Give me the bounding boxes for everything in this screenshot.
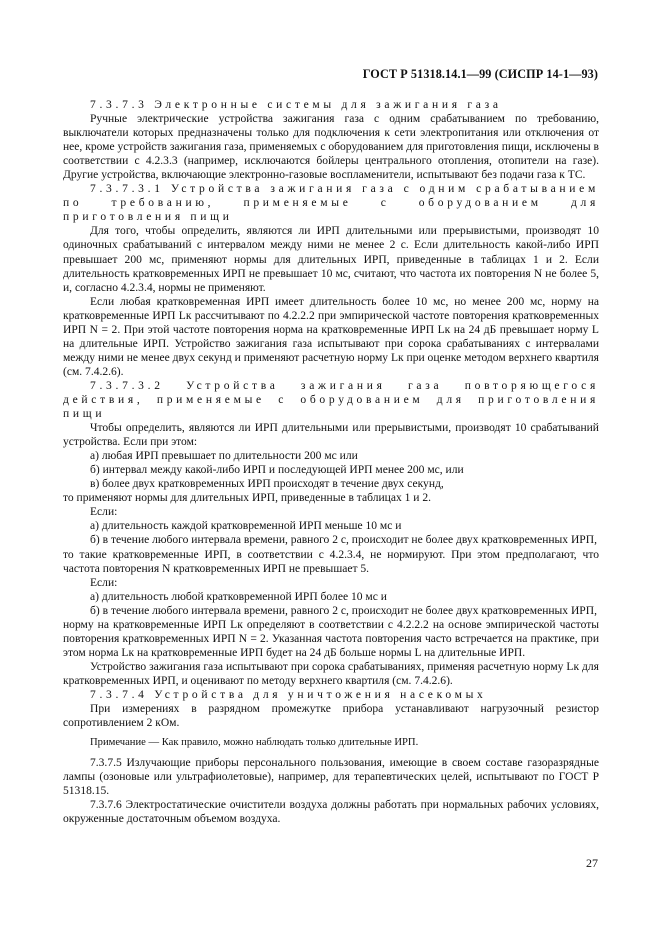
paragraph: 7.3.7.5 Излучающие приборы персонального пользования, имеющие в своем составе газоразрядные лампы (озоновые или ультрафиолетовые), например, для терапевтических целей, испытывают по ГОСТ Р 51318.15. xyxy=(63,757,599,798)
section-heading: 7.3.7.3 Электронные системы для зажигания газа xyxy=(90,99,502,111)
paragraph: Если: xyxy=(90,506,118,519)
paragraph: Если любая кратковременная ИРП имеет длительность более 10 мс, но менее 200 мс, норму на кратковременные ИРП Lк рассчитывают по 4.2.2.2 при эмпирической частоте повторения кратковременных ИРП N = 2. При этой частоте повторения норма на кратковременные ИРП Lк на 24 дБ превышает норму L на длительные ИРП. Устройство зажигания газа испытывают при сорока срабатываниях с интервалами между ними не менее двух секунд и применяют расчетную норму Lк при оценке методом верхнего квартиля (см. 7.4.2.6). xyxy=(63,295,599,378)
page-number: 27 xyxy=(586,856,598,870)
paragraph: Устройство зажигания газа испытывают при сорока срабатываниях, применяя расчетную норму Lк для кратковременных ИРП, и оценивают по методу верхнего квартиля (см. 7.4.2.6). xyxy=(63,660,599,687)
section-heading: 7.3.7.3.2 Устройства зажигания газа повторяющегося действия, применяемые с оборудованием для приготовления пищи xyxy=(63,379,599,421)
document-body xyxy=(63,98,599,826)
paragraph: норму на кратковременные ИРП Lк определяют в соответствии с 4.2.2.2 на основе эмпирической частоты повторения кратковременных ИРП N = 2. Указанная частота повторения часто встречается на практике, при этом норма Lк на кратковременные ИРП будет на 24 дБ больше нормы L на длительные ИРП. xyxy=(63,618,599,659)
paragraph: Ручные электрические устройства зажигания газа с одним срабатыванием по требованию, выключатели которых предназначены только для подключения к сети электропитания или отключения от нее, кроме устройств зажигания газа, применяемых с оборудованием для приготовления пищи, исключены в соответствии с 4.2.3.3 (например, исключаются бойлеры центрального отопления, отопители на газе). Другие устройства, включающие электронно-газовые воспламенители, испытывают без подачи газа к ТС. xyxy=(63,113,599,182)
paragraph: 7.3.7.6 Электростатические очистители воздуха должны работать при нормальных рабочих условиях, окруженные достаточным объемом воздуха. xyxy=(63,799,599,826)
list-item: в) более двух кратковременных ИРП происходят в течение двух секунд, xyxy=(90,478,444,491)
list-item: б) интервал между какой-либо ИРП и последующей ИРП менее 200 мс, или xyxy=(90,464,464,477)
list-item: б) в течение любого интервала времени, равного 2 с, происходит не более двух кратковременных ИРП, xyxy=(90,604,597,617)
paragraph: При измерениях в разрядном промежутке прибора устанавливают нагрузочный резистор сопротивлением 2 кОм. xyxy=(63,703,599,730)
section-heading: 7.3.7.4 Устройства для уничтожения насекомых xyxy=(90,688,487,701)
paragraph: Если: xyxy=(90,576,118,589)
section-heading: 7.3.7.3.1 Устройства зажигания газа с одним срабатыванием по требованию, применяемые с оборудованием для приготовления пищи xyxy=(63,183,599,224)
list-item: б) в течение любого интервала времени, равного 2 с, происходит не более двух кратковременных ИРП, xyxy=(90,534,597,547)
paragraph: Для того, чтобы определить, являются ли ИРП длительными или прерывистыми, производят 10 одиночных срабатываний с интервалом между ними не менее 2 с. Если длительность какой-либо ИРП превышает 200 мс, применяют нормы для длительных ИРП, приведенные в таблицах 1 и 2. Если длительность кратковременных ИРП не превышает 10 мс, считают, что частота их повторения N не более 5, и, согласно 4.2.3.4, нормы не применяют. xyxy=(63,225,599,294)
paragraph: то применяют нормы для длительных ИРП, приведенные в таблицах 1 и 2. xyxy=(63,492,431,505)
page-header: ГОСТ Р 51318.14.1—99 (СИСПР 14-1—93) xyxy=(362,67,598,81)
list-item: а) длительность любой кратковременной ИРП более 10 мс и xyxy=(90,590,387,603)
note: Примечание — Как правило, можно наблюдать только длительные ИРП. xyxy=(90,737,419,749)
paragraph: то такие кратковременные ИРП, в соответствии с 4.2.3.4, не нормируют. При этом предполагают, что частота повторения N кратковременных ИРП не превышает 5. xyxy=(63,548,599,575)
paragraph: Чтобы определить, являются ли ИРП длительными или прерывистыми, производят 10 срабатываний устройства. Если при этом: xyxy=(63,422,599,449)
list-item: а) любая ИРП превышает по длительности 200 мс или xyxy=(90,450,358,463)
list-item: а) длительность каждой кратковременной ИРП меньше 10 мс и xyxy=(90,520,402,533)
